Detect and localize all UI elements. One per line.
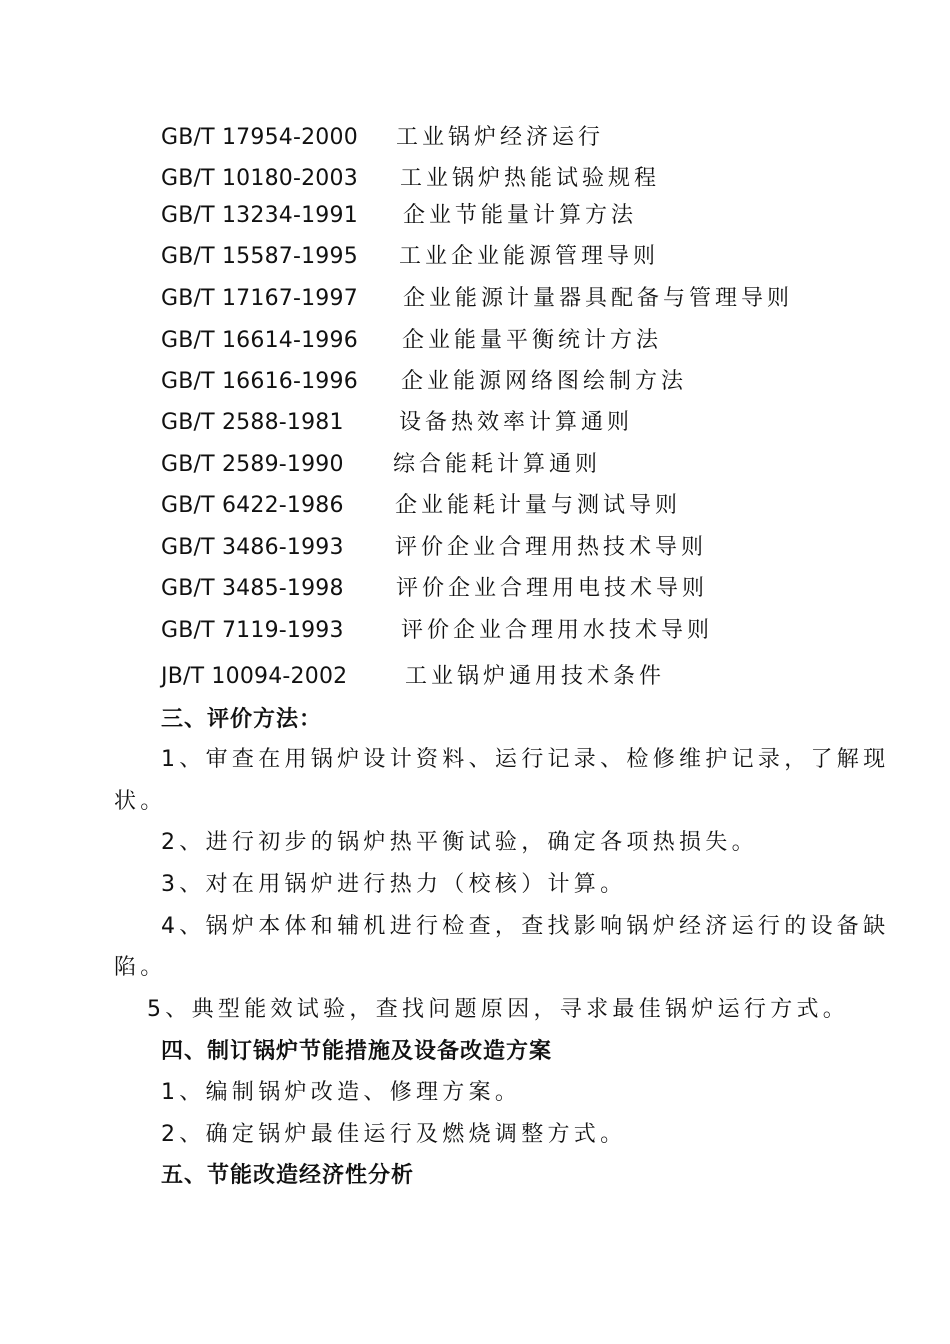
section-heading-economic-analysis: 五、节能改造经济性分析 bbox=[161, 1163, 415, 1188]
paragraph-line: 5、典型能效试验，查找问题原因，寻求最佳锅炉运行方式。 bbox=[147, 997, 850, 1022]
paragraph-line: 3、对在用锅炉进行热力（校核）计算。 bbox=[161, 872, 627, 897]
standard-title: 企业能耗计量与测试导则 bbox=[395, 493, 682, 518]
standard-code: GB/T 17167-1997 bbox=[161, 286, 358, 311]
standard-row bbox=[0, 324, 950, 358]
paragraph-line: 状。 bbox=[114, 789, 167, 814]
standard-code: GB/T 6422-1986 bbox=[161, 493, 344, 518]
standard-title: 企业能量平衡统计方法 bbox=[402, 328, 663, 353]
standard-title: 企业节能量计算方法 bbox=[403, 203, 638, 228]
standard-code: GB/T 2589-1990 bbox=[161, 452, 344, 477]
standard-code: GB/T 3486-1993 bbox=[161, 535, 344, 560]
paragraph-line: 陷。 bbox=[114, 955, 167, 980]
standard-title: 评价企业合理用热技术导则 bbox=[395, 535, 708, 560]
section-heading-energy-saving-measures: 四、制订锅炉节能措施及设备改造方案 bbox=[161, 1039, 553, 1064]
standard-title: 企业能源网络图绘制方法 bbox=[401, 369, 688, 394]
standard-row bbox=[0, 572, 950, 606]
standard-code: GB/T 15587-1995 bbox=[161, 244, 358, 269]
standard-row bbox=[0, 406, 950, 440]
standard-title: 工业锅炉热能试验规程 bbox=[400, 166, 661, 191]
standard-title: 企业能源计量器具配备与管理导则 bbox=[403, 286, 794, 311]
standard-code: GB/T 16614-1996 bbox=[161, 328, 358, 353]
standard-row bbox=[0, 660, 950, 694]
standard-row bbox=[0, 162, 950, 196]
paragraph-line: 1、编制锅炉改造、修理方案。 bbox=[161, 1080, 522, 1105]
standard-code: GB/T 16616-1996 bbox=[161, 369, 358, 394]
standard-title: 综合能耗计算通则 bbox=[393, 452, 602, 477]
paragraph-line: 2、进行初步的锅炉热平衡试验，确定各项热损失。 bbox=[161, 830, 758, 855]
standard-code: JB/T 10094-2002 bbox=[161, 664, 348, 689]
standard-title: 评价企业合理用电技术导则 bbox=[396, 576, 709, 601]
standard-row bbox=[0, 121, 950, 155]
standard-title: 工业锅炉通用技术条件 bbox=[405, 664, 666, 689]
standard-row bbox=[0, 448, 950, 482]
standard-code: GB/T 2588-1981 bbox=[161, 410, 344, 435]
paragraph-line: 1、审查在用锅炉设计资料、运行记录、检修维护记录，了解现 bbox=[161, 747, 890, 772]
standard-title: 工业锅炉经济运行 bbox=[396, 125, 605, 150]
standard-row bbox=[0, 489, 950, 523]
section-heading-evaluation-methods: 三、评价方法： bbox=[161, 707, 323, 732]
standard-code: GB/T 7119-1993 bbox=[161, 618, 344, 643]
standard-code: GB/T 17954-2000 bbox=[161, 125, 358, 150]
standard-row bbox=[0, 614, 950, 648]
standard-code: GB/T 10180-2003 bbox=[161, 166, 358, 191]
standard-row bbox=[0, 240, 950, 274]
standard-code: GB/T 13234-1991 bbox=[161, 203, 358, 228]
standard-row bbox=[0, 282, 950, 316]
standard-title: 工业企业能源管理导则 bbox=[399, 244, 660, 269]
standard-title: 评价企业合理用水技术导则 bbox=[401, 618, 714, 643]
standard-row bbox=[0, 531, 950, 565]
standard-row bbox=[0, 365, 950, 399]
standard-code: GB/T 3485-1998 bbox=[161, 576, 344, 601]
paragraph-line: 4、锅炉本体和辅机进行检查，查找影响锅炉经济运行的设备缺 bbox=[161, 914, 890, 939]
standard-title: 设备热效率计算通则 bbox=[399, 410, 634, 435]
standard-row bbox=[0, 199, 950, 233]
paragraph-line: 2、确定锅炉最佳运行及燃烧调整方式。 bbox=[161, 1122, 627, 1147]
